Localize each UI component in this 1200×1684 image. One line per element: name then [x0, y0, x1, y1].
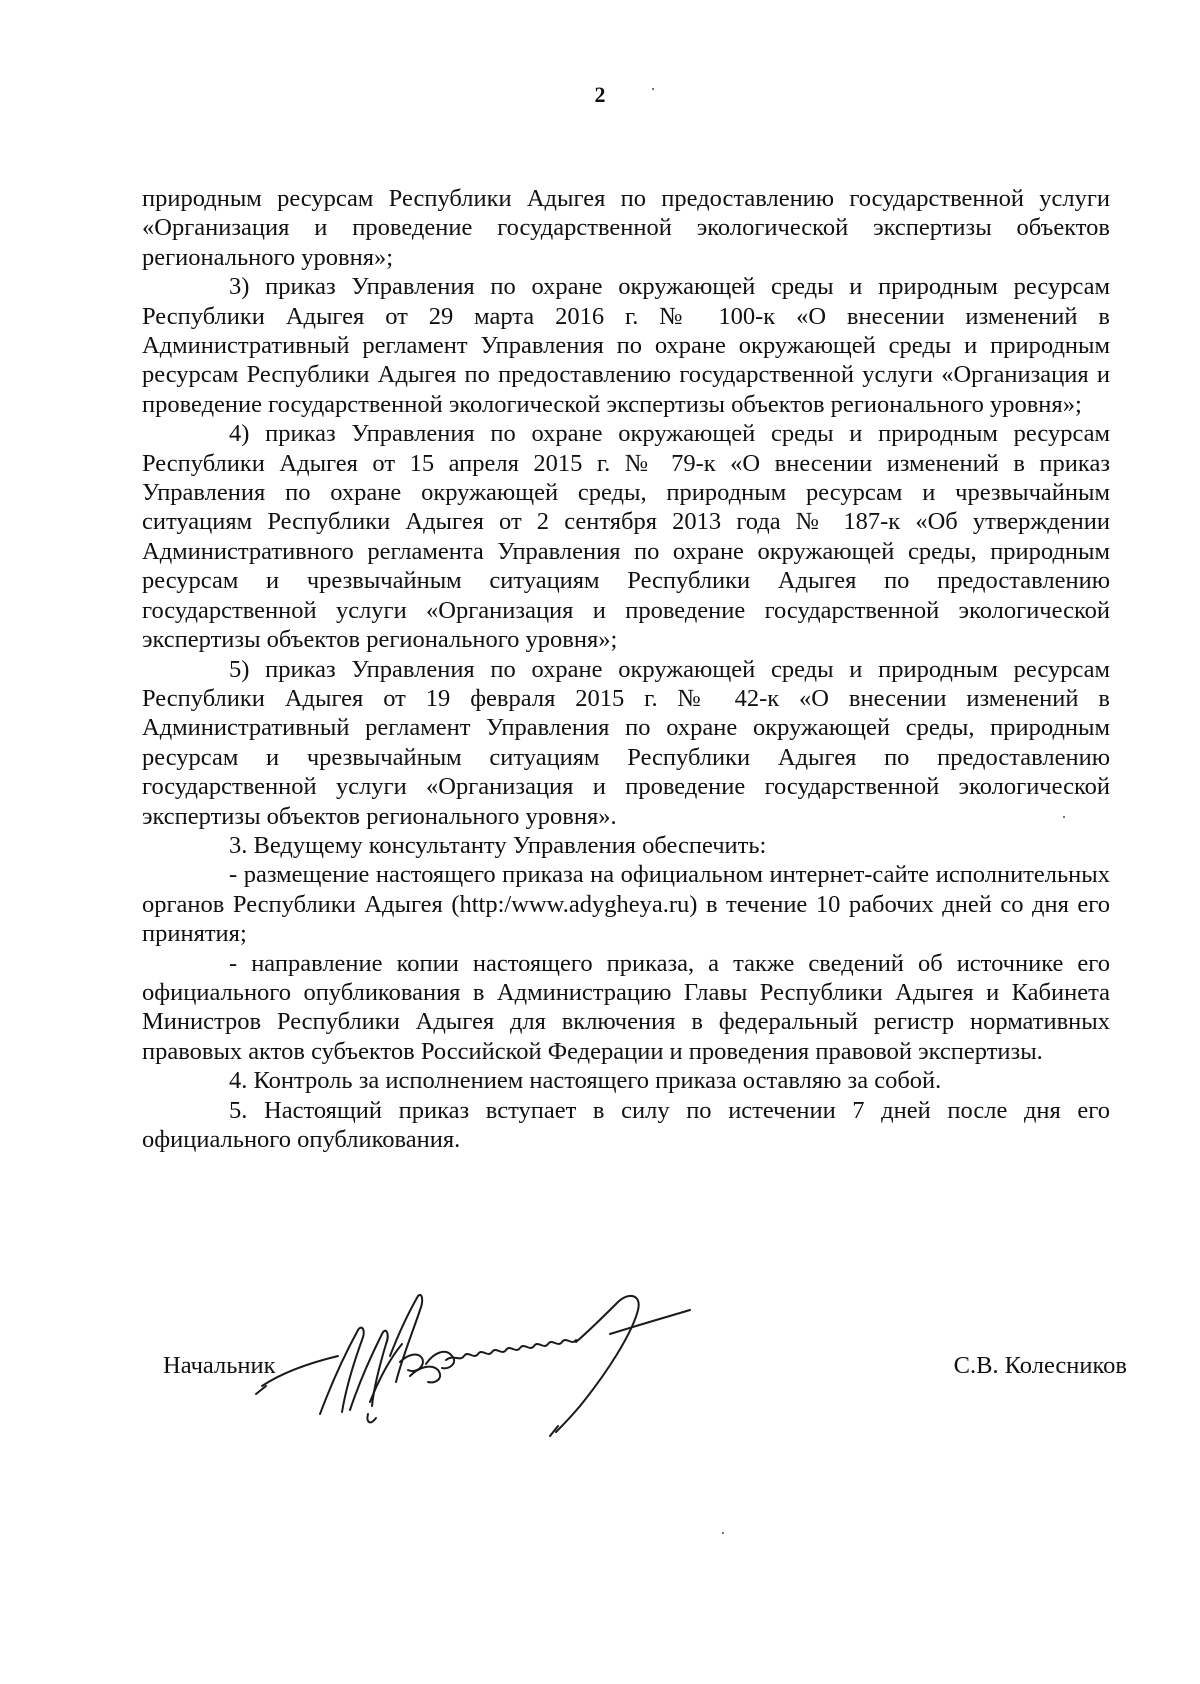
- paragraph-item-5: 5) приказ Управления по охране окружающей среды и природным ресурсам Республики Адыгея от 19 февраля 2015 г. № 42-к «О внесении изменений в Административный регламент Управления по охране окружающей среды, природным ресурсам и чрезвычайным ситуациям Республики Адыгея по предоставлению государственной услуги «Организация и проведение государственной экологической экспертизы объектов регионального уровня».: [142, 655, 1110, 830]
- paragraph-continuation: природным ресурсам Республики Адыгея по предоставлению государственной услуги «Организация и проведение государственной экологической экспертизы объектов регионального уровня»;: [142, 185, 1110, 271]
- scan-speck: [722, 1532, 724, 1534]
- document-body: [142, 184, 1110, 1154]
- paragraph-bullet-registry: - направление копии настоящего приказа, а также сведений об источнике его официального опубликования в Администрацию Главы Республики Адыгея и Кабинета Министров Республики Адыгея для включения в федеральный регистр нормативных правовых актов субъектов Российской Федерации и проведения правовой экспертизы.: [142, 949, 1110, 1065]
- scan-speck: [1063, 816, 1065, 818]
- paragraph-item-4: 4) приказ Управления по охране окружающей среды и природным ресурсам Республики Адыгея от 15 апреля 2015 г. № 79-к «О внесении изменений в приказ Управления по охране окружающей среды, природным ресурсам и чрезвычайным ситуациям Республики Адыгея от 2 сентября 2013 года № 187-к «Об утверждении Административного регламента Управления по охране окружающей среды, природным ресурсам и чрезвычайным ситуациям Республики Адыгея по предоставлению государственной услуги «Организация и проведение государственной экологической экспертизы объектов регионального уровня»;: [142, 420, 1110, 654]
- signature-block: [0, 1290, 1200, 1450]
- page-number: 2: [594, 82, 606, 107]
- paragraph-item-3: 3) приказ Управления по охране окружающей среды и природным ресурсам Республики Адыгея от 29 марта 2016 г. № 100-к «О внесении изменений в Административный регламент Управления по охране окружающей среды и природным ресурсам Республики Адыгея по предоставлению государственной услуги «Организация и проведение государственной экологической экспертизы объектов регионального уровня»;: [142, 273, 1110, 418]
- paragraph-section-5: 5. Настоящий приказ вступает в силу по истечении 7 дней после дня его официального опубликования.: [142, 1096, 1110, 1153]
- signatory-name: С.В. Колесников: [953, 1352, 1127, 1379]
- paragraph-section-3: 3. Ведущему консультанту Управления обеспечить:: [229, 831, 767, 859]
- handwritten-signature: [250, 1290, 770, 1450]
- paragraph-section-4: 4. Контроль за исполнением настоящего приказа оставляю за собой.: [229, 1067, 942, 1095]
- paragraph-bullet-publication: - размещение настоящего приказа на официальном интернет-сайте исполнительных органов Республики Адыгея (http:/www.adygheya.ru) в течение 10 рабочих дней со дня его принятия;: [142, 861, 1110, 948]
- signatory-title: Начальник: [163, 1352, 276, 1379]
- scan-speck: [652, 88, 654, 90]
